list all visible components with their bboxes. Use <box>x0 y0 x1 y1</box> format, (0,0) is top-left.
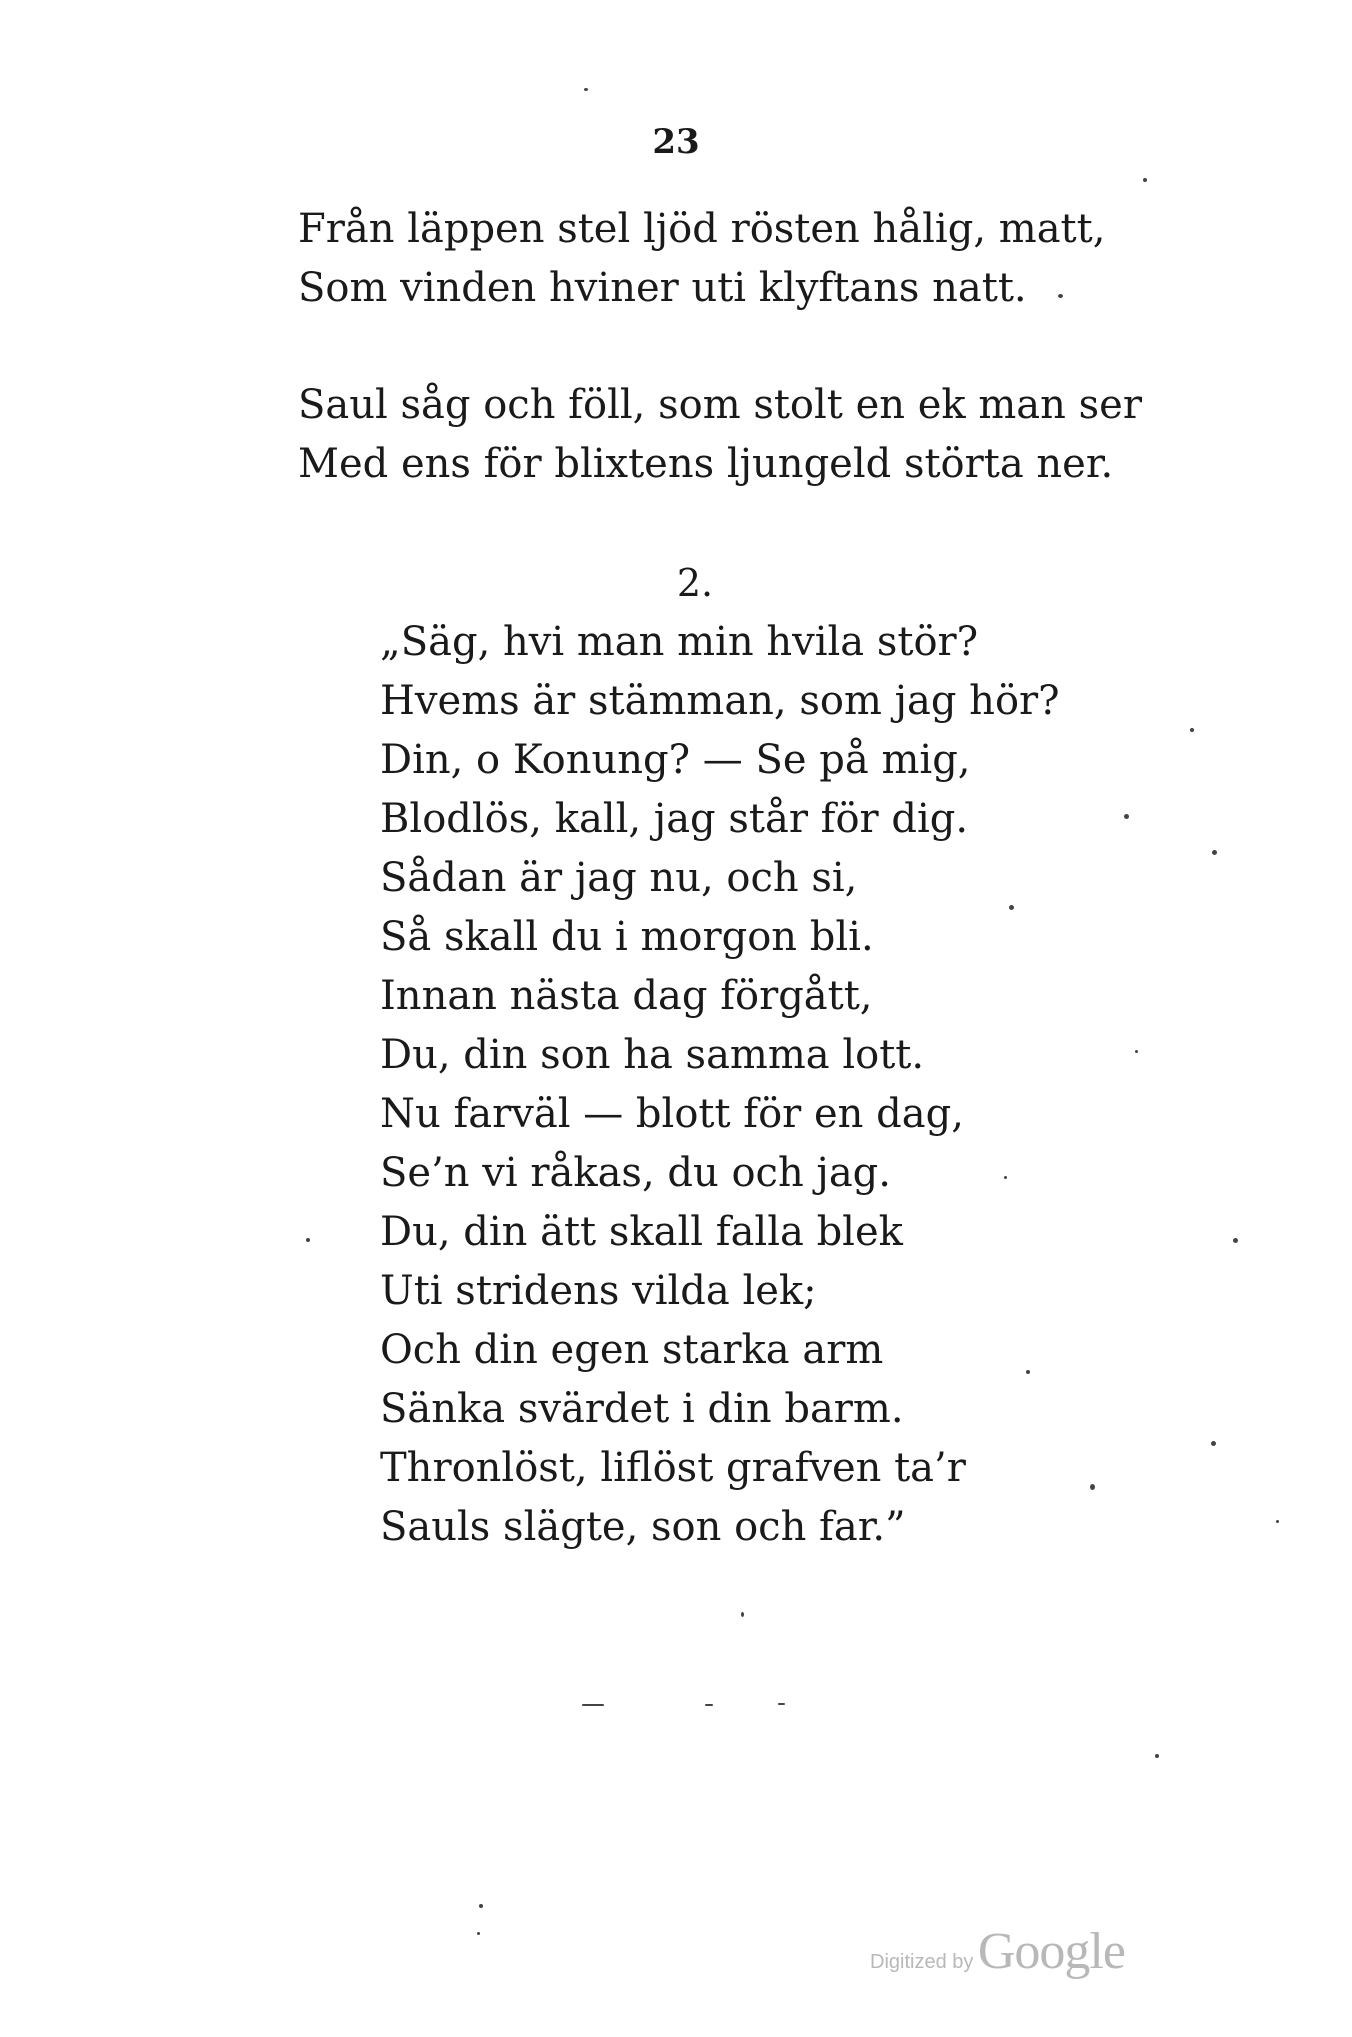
verse-line: Nu farväl — blott för en dag, <box>380 1091 964 1137</box>
scan-speck <box>1233 1238 1238 1243</box>
poem-section-2 <box>380 613 1060 1557</box>
verse-line: Med ens för blixtens ljungeld störta ner. <box>298 441 1114 487</box>
verse-line: Thronlöst, liflöst grafven ta’r <box>380 1445 966 1491</box>
verse-line: Hvems är stämman, som jag hör? <box>380 678 1060 724</box>
verse-line: Från läppen stel ljöd rösten hålig, matt, <box>298 206 1106 252</box>
scan-speck <box>1212 850 1217 855</box>
verse-line: Se’n vi råkas, du och jag. <box>380 1150 891 1196</box>
scan-speck <box>1155 1754 1159 1758</box>
verse-line: Innan nästa dag förgått, <box>380 973 873 1019</box>
verse-line: Sänka svärdet i din barm. <box>380 1386 904 1432</box>
scan-speck <box>584 88 588 91</box>
verse-line: Och din egen starka arm <box>380 1327 884 1373</box>
verse-line: Sauls slägte, son och far.” <box>380 1504 906 1550</box>
scan-speck <box>1058 294 1063 298</box>
stanza-1 <box>298 200 1105 318</box>
watermark-prefix: Digitized by <box>870 1951 974 1973</box>
scan-speck <box>1276 1520 1279 1523</box>
verse-line: „Säg, hvi man min hvila stör? <box>380 619 979 665</box>
scan-speck <box>1190 728 1194 732</box>
verse-line: Så skall du i morgon bli. <box>380 914 874 960</box>
verse-line: Saul såg och föll, som stolt en ek man ser <box>298 382 1142 428</box>
scan-speck <box>1124 814 1129 819</box>
verse-line: Som vinden hviner uti klyftans natt. <box>298 265 1027 311</box>
verse-line: Du, din ätt skall falla blek <box>380 1209 903 1255</box>
scan-speck <box>582 1704 604 1706</box>
verse-line: Sådan är jag nu, och si, <box>380 855 858 901</box>
verse-line: Din, o Konung? — Se på mig, <box>380 737 971 783</box>
verse-line: Blodlös, kall, jag står för dig. <box>380 796 969 842</box>
scan-speck <box>1009 905 1014 910</box>
scan-speck <box>306 1238 310 1242</box>
scan-speck <box>1026 1370 1030 1374</box>
scan-speck <box>778 1703 785 1705</box>
scan-speck <box>1004 1176 1007 1179</box>
scan-speck <box>479 1904 483 1908</box>
scan-speck <box>1135 1050 1138 1053</box>
scan-speck <box>477 1932 480 1935</box>
stanza-2 <box>298 376 1142 494</box>
scan-speck <box>1143 178 1147 182</box>
verse-line: Uti stridens vilda lek; <box>380 1268 817 1314</box>
scan-speck <box>705 1704 713 1706</box>
page-number: 23 <box>652 122 700 162</box>
watermark-brand: Google <box>977 1923 1125 1980</box>
digitized-by-google-watermark <box>870 1922 1125 1981</box>
scan-speck <box>1211 1441 1216 1446</box>
scan-speck <box>1090 1484 1095 1490</box>
verse-line: Du, din son ha samma lott. <box>380 1032 925 1078</box>
scan-speck <box>741 1612 744 1617</box>
section-number: 2. <box>676 561 714 605</box>
